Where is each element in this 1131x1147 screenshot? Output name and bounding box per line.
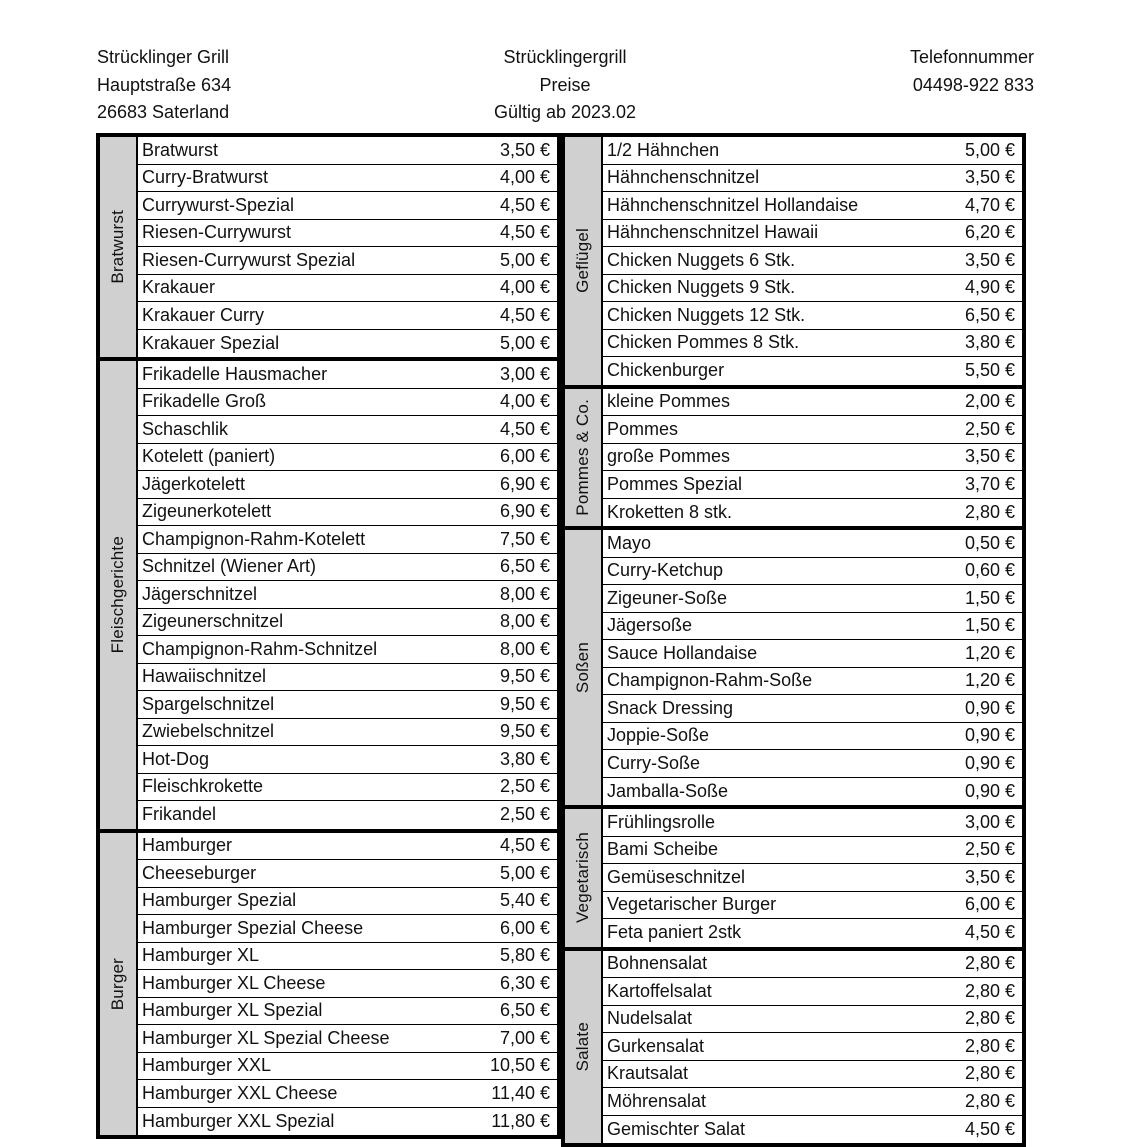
- item-name: Schaschlik: [142, 419, 228, 440]
- item-price: 2,80 €: [965, 981, 1015, 1002]
- item-name: Krakauer Curry: [142, 305, 264, 326]
- item-name: Hähnchenschnitzel: [607, 167, 759, 188]
- item-name: Curry-Soße: [607, 753, 700, 774]
- menu-item-row: [138, 165, 557, 193]
- item-price: 5,50 €: [965, 360, 1015, 381]
- item-name: Feta paniert 2stk: [607, 922, 741, 943]
- item-price: 6,00 €: [965, 894, 1015, 915]
- item-name: Riesen-Currywurst: [142, 222, 291, 243]
- item-price: 2,50 €: [965, 839, 1015, 860]
- menu-section-salate: [561, 947, 1026, 1147]
- menu-item-row: [138, 1080, 557, 1108]
- menu-item-row: [138, 389, 557, 417]
- item-price: 0,50 €: [965, 533, 1015, 554]
- item-price: 8,00 €: [500, 611, 550, 632]
- item-price: 11,80 €: [491, 1111, 550, 1132]
- section-rows: [138, 137, 557, 357]
- item-price: 3,50 €: [500, 140, 550, 161]
- item-price: 3,80 €: [500, 749, 550, 770]
- item-name: Chicken Pommes 8 Stk.: [607, 332, 799, 353]
- section-label: Salate: [573, 1022, 593, 1071]
- item-price: 6,50 €: [965, 305, 1015, 326]
- menu-item-row: [603, 137, 1022, 165]
- item-price: 8,00 €: [500, 584, 550, 605]
- item-name: Krautsalat: [607, 1063, 688, 1084]
- item-name: Hawaiischnitzel: [142, 666, 266, 687]
- menu-item-row: [603, 723, 1022, 751]
- item-price: 3,70 €: [965, 474, 1015, 495]
- item-price: 2,50 €: [500, 776, 550, 797]
- section-label: Fleischgerichte: [108, 536, 128, 653]
- item-name: Jamballa-Soße: [607, 781, 728, 802]
- menu-section-fleischgerichte: [96, 357, 561, 833]
- valid-from: Gültig ab 2023.02: [465, 99, 665, 127]
- section-label: Pommes & Co.: [573, 399, 593, 516]
- item-name: Spargelschnitzel: [142, 694, 274, 715]
- item-price: 2,50 €: [965, 419, 1015, 440]
- item-price: 5,00 €: [500, 250, 550, 271]
- menu-item-row: [138, 220, 557, 248]
- menu-item-row: [603, 389, 1022, 417]
- title-name: Strücklingergrill: [465, 44, 665, 72]
- menu-item-row: [603, 330, 1022, 358]
- item-price: 4,50 €: [500, 419, 550, 440]
- item-name: Gemischter Salat: [607, 1119, 745, 1140]
- menu-item-row: [138, 302, 557, 330]
- menu-item-row: [138, 361, 557, 389]
- item-price: 4,90 €: [965, 277, 1015, 298]
- section-rows: [603, 137, 1022, 385]
- item-name: Zigeunerkotelett: [142, 501, 271, 522]
- menu-item-row: [603, 558, 1022, 586]
- item-price: 0,60 €: [965, 560, 1015, 581]
- item-price: 0,90 €: [965, 725, 1015, 746]
- item-price: 4,50 €: [500, 195, 550, 216]
- section-label: Bratwurst: [108, 210, 128, 284]
- menu-item-row: [603, 192, 1022, 220]
- menu-item-row: [138, 192, 557, 220]
- menu-item-row: [138, 860, 557, 888]
- item-name: Hähnchenschnitzel Hawaii: [607, 222, 818, 243]
- item-price: 7,50 €: [500, 529, 550, 550]
- menu-item-row: [603, 585, 1022, 613]
- item-name: Champignon-Rahm-Schnitzel: [142, 639, 377, 660]
- menu-item-row: [138, 833, 557, 861]
- section-sidebar: [565, 809, 603, 947]
- menu-item-row: [138, 1025, 557, 1053]
- item-price: 5,00 €: [500, 863, 550, 884]
- item-name: Pommes Spezial: [607, 474, 742, 495]
- item-name: 1/2 Hähnchen: [607, 140, 719, 161]
- item-price: 1,50 €: [965, 588, 1015, 609]
- item-name: Hamburger Spezial Cheese: [142, 918, 363, 939]
- item-price: 5,00 €: [500, 333, 550, 354]
- item-name: Hamburger XXL Cheese: [142, 1083, 337, 1104]
- item-name: Cheeseburger: [142, 863, 256, 884]
- business-address: [97, 44, 231, 127]
- menu-item-row: [603, 668, 1022, 696]
- phone-label: Telefonnummer: [910, 44, 1034, 72]
- menu-item-row: [603, 613, 1022, 641]
- item-name: Zwiebelschnitzel: [142, 721, 274, 742]
- item-name: Currywurst-Spezial: [142, 195, 294, 216]
- item-price: 2,80 €: [965, 502, 1015, 523]
- item-price: 2,80 €: [965, 953, 1015, 974]
- item-price: 2,80 €: [965, 1008, 1015, 1029]
- menu-item-row: [603, 892, 1022, 920]
- section-sidebar: [565, 137, 603, 385]
- item-price: 6,50 €: [500, 556, 550, 577]
- item-price: 3,80 €: [965, 332, 1015, 353]
- menu-item-row: [138, 943, 557, 971]
- item-name: Sauce Hollandaise: [607, 643, 757, 664]
- item-price: 6,50 €: [500, 1000, 550, 1021]
- menu-item-row: [138, 1053, 557, 1081]
- section-sidebar: [100, 833, 138, 1136]
- section-rows: [138, 833, 557, 1136]
- item-price: 0,90 €: [965, 781, 1015, 802]
- menu-item-row: [603, 530, 1022, 558]
- item-name: Jägerkotelett: [142, 474, 245, 495]
- menu-item-row: [138, 998, 557, 1026]
- title-prices: Preise: [465, 72, 665, 100]
- item-name: Champignon-Rahm-Soße: [607, 670, 812, 691]
- item-price: 2,00 €: [965, 391, 1015, 412]
- menu-item-row: [138, 247, 557, 275]
- menu-item-row: [138, 554, 557, 582]
- menu-item-row: [138, 636, 557, 664]
- item-name: Schnitzel (Wiener Art): [142, 556, 316, 577]
- item-price: 7,00 €: [500, 1028, 550, 1049]
- item-name: Krakauer: [142, 277, 215, 298]
- item-price: 4,50 €: [965, 1119, 1015, 1140]
- item-name: kleine Pommes: [607, 391, 730, 412]
- phone-number: 04498-922 833: [910, 72, 1034, 100]
- item-price: 4,50 €: [500, 222, 550, 243]
- menu-item-row: [138, 719, 557, 747]
- item-name: Nudelsalat: [607, 1008, 692, 1029]
- item-price: 3,50 €: [965, 167, 1015, 188]
- item-price: 2,80 €: [965, 1091, 1015, 1112]
- item-price: 6,30 €: [500, 973, 550, 994]
- menu-item-row: [603, 837, 1022, 865]
- menu-item-row: [138, 970, 557, 998]
- item-price: 0,90 €: [965, 698, 1015, 719]
- item-name: Kartoffelsalat: [607, 981, 712, 1002]
- section-sidebar: [100, 361, 138, 829]
- item-name: Bami Scheibe: [607, 839, 718, 860]
- item-name: Curry-Bratwurst: [142, 167, 268, 188]
- item-name: Fleischkrokette: [142, 776, 263, 797]
- menu-item-row: [138, 801, 557, 829]
- menu-item-row: [138, 609, 557, 637]
- item-price: 4,00 €: [500, 277, 550, 298]
- menu-item-row: [603, 416, 1022, 444]
- item-price: 6,90 €: [500, 474, 550, 495]
- item-name: Hamburger XL: [142, 945, 259, 966]
- item-price: 3,50 €: [965, 446, 1015, 467]
- section-rows: [603, 530, 1022, 805]
- menu-item-row: [603, 695, 1022, 723]
- item-name: Gemüseschnitzel: [607, 867, 745, 888]
- section-sidebar: [565, 530, 603, 805]
- item-price: 0,90 €: [965, 753, 1015, 774]
- item-name: Hamburger: [142, 835, 232, 856]
- item-price: 9,50 €: [500, 666, 550, 687]
- item-price: 6,90 €: [500, 501, 550, 522]
- item-name: Frikadelle Hausmacher: [142, 364, 327, 385]
- menu-item-row: [603, 220, 1022, 248]
- menu-item-row: [603, 1006, 1022, 1034]
- item-price: 9,50 €: [500, 694, 550, 715]
- menu-item-row: [603, 1116, 1022, 1144]
- section-sidebar: [100, 137, 138, 357]
- item-price: 3,50 €: [965, 250, 1015, 271]
- item-name: Chicken Nuggets 12 Stk.: [607, 305, 805, 326]
- item-name: Gurkensalat: [607, 1036, 704, 1057]
- item-price: 4,50 €: [500, 305, 550, 326]
- menu-item-row: [603, 951, 1022, 979]
- item-price: 3,50 €: [965, 867, 1015, 888]
- item-price: 10,50 €: [490, 1055, 550, 1076]
- item-name: Joppie-Soße: [607, 725, 709, 746]
- item-name: große Pommes: [607, 446, 730, 467]
- menu-section-bratwurst: [96, 133, 561, 361]
- menu-item-row: [138, 275, 557, 303]
- menu-column-right: [561, 133, 1026, 1147]
- item-price: 4,00 €: [500, 167, 550, 188]
- item-name: Pommes: [607, 419, 678, 440]
- menu-item-row: [138, 471, 557, 499]
- menu-item-row: [603, 919, 1022, 947]
- section-label: Geflügel: [573, 228, 593, 293]
- menu-item-row: [138, 499, 557, 527]
- menu-item-row: [603, 275, 1022, 303]
- item-name: Hamburger XL Cheese: [142, 973, 325, 994]
- item-name: Hamburger XL Spezial Cheese: [142, 1028, 389, 1049]
- menu-section-pommes-co: [561, 385, 1026, 531]
- menu-section-gefluegel: [561, 133, 1026, 389]
- menu-item-row: [138, 526, 557, 554]
- item-price: 5,00 €: [965, 140, 1015, 161]
- item-price: 4,70 €: [965, 195, 1015, 216]
- item-name: Hähnchenschnitzel Hollandaise: [607, 195, 858, 216]
- menu-item-row: [603, 864, 1022, 892]
- menu-item-row: [603, 302, 1022, 330]
- menu-column-left: [96, 133, 561, 1139]
- item-price: 1,20 €: [965, 643, 1015, 664]
- item-name: Jägerschnitzel: [142, 584, 257, 605]
- section-rows: [603, 809, 1022, 947]
- item-name: Frikandel: [142, 804, 216, 825]
- menu-item-row: [138, 137, 557, 165]
- section-sidebar: [565, 389, 603, 527]
- item-price: 5,40 €: [500, 890, 550, 911]
- item-price: 3,00 €: [500, 364, 550, 385]
- section-label: Soßen: [573, 642, 593, 693]
- menu-item-row: [138, 416, 557, 444]
- item-name: Jägersoße: [607, 615, 692, 636]
- item-name: Zigeuner-Soße: [607, 588, 727, 609]
- section-rows: [603, 951, 1022, 1144]
- item-name: Zigeunerschnitzel: [142, 611, 283, 632]
- item-name: Hamburger XL Spezial: [142, 1000, 322, 1021]
- menu-item-row: [603, 247, 1022, 275]
- section-label: Burger: [108, 958, 128, 1010]
- item-price: 6,00 €: [500, 918, 550, 939]
- menu-item-row: [138, 444, 557, 472]
- menu-item-row: [138, 330, 557, 358]
- item-price: 11,40 €: [491, 1083, 550, 1104]
- menu-section-burger: [96, 829, 561, 1140]
- item-price: 4,50 €: [965, 922, 1015, 943]
- section-rows: [138, 361, 557, 829]
- item-name: Curry-Ketchup: [607, 560, 723, 581]
- menu-item-row: [138, 774, 557, 802]
- menu-item-row: [138, 915, 557, 943]
- menu-item-row: [603, 978, 1022, 1006]
- item-name: Bratwurst: [142, 140, 218, 161]
- postal-city: 26683 Saterland: [97, 99, 231, 127]
- item-price: 9,50 €: [500, 721, 550, 742]
- menu-item-row: [603, 499, 1022, 527]
- menu-item-row: [603, 471, 1022, 499]
- item-price: 5,80 €: [500, 945, 550, 966]
- item-name: Hot-Dog: [142, 749, 209, 770]
- item-price: 2,80 €: [965, 1036, 1015, 1057]
- item-name: Frikadelle Groß: [142, 391, 266, 412]
- menu-item-row: [603, 809, 1022, 837]
- menu-item-row: [138, 664, 557, 692]
- item-price: 1,20 €: [965, 670, 1015, 691]
- street-address: Hauptstraße 634: [97, 72, 231, 100]
- item-name: Chickenburger: [607, 360, 724, 381]
- menu-section-sossen: [561, 526, 1026, 809]
- item-name: Kotelett (paniert): [142, 446, 275, 467]
- menu-item-row: [603, 165, 1022, 193]
- menu-item-row: [138, 746, 557, 774]
- item-name: Snack Dressing: [607, 698, 733, 719]
- item-price: 3,00 €: [965, 812, 1015, 833]
- item-name: Mayo: [607, 533, 651, 554]
- item-name: Frühlingsrolle: [607, 812, 715, 833]
- item-price: 6,00 €: [500, 446, 550, 467]
- item-name: Chicken Nuggets 6 Stk.: [607, 250, 795, 271]
- section-label: Vegetarisch: [573, 832, 593, 923]
- item-price: 1,50 €: [965, 615, 1015, 636]
- menu-item-row: [603, 1088, 1022, 1116]
- item-price: 2,80 €: [965, 1063, 1015, 1084]
- menu-item-row: [603, 778, 1022, 806]
- item-name: Vegetarischer Burger: [607, 894, 776, 915]
- business-name: Strücklinger Grill: [97, 44, 231, 72]
- item-name: Hamburger Spezial: [142, 890, 296, 911]
- item-name: Kroketten 8 stk.: [607, 502, 732, 523]
- item-price: 4,00 €: [500, 391, 550, 412]
- menu-item-row: [138, 888, 557, 916]
- item-price: 8,00 €: [500, 639, 550, 660]
- menu-item-row: [603, 357, 1022, 385]
- menu-item-row: [603, 444, 1022, 472]
- item-name: Chicken Nuggets 9 Stk.: [607, 277, 795, 298]
- section-sidebar: [565, 951, 603, 1144]
- menu-section-vegetarisch: [561, 805, 1026, 951]
- menu-item-row: [138, 581, 557, 609]
- menu-item-row: [138, 691, 557, 719]
- item-price: 6,20 €: [965, 222, 1015, 243]
- item-name: Krakauer Spezial: [142, 333, 279, 354]
- menu-item-row: [603, 750, 1022, 778]
- menu-item-row: [603, 1061, 1022, 1089]
- price-list-title: [465, 44, 665, 127]
- item-price: 2,50 €: [500, 804, 550, 825]
- menu-item-row: [603, 640, 1022, 668]
- item-name: Hamburger XXL: [142, 1055, 271, 1076]
- menu-item-row: [603, 1033, 1022, 1061]
- section-rows: [603, 389, 1022, 527]
- item-price: 4,50 €: [500, 835, 550, 856]
- item-name: Hamburger XXL Spezial: [142, 1111, 334, 1132]
- phone-block: [910, 44, 1034, 99]
- item-name: Champignon-Rahm-Kotelett: [142, 529, 365, 550]
- item-name: Möhrensalat: [607, 1091, 706, 1112]
- item-name: Bohnensalat: [607, 953, 707, 974]
- item-name: Riesen-Currywurst Spezial: [142, 250, 355, 271]
